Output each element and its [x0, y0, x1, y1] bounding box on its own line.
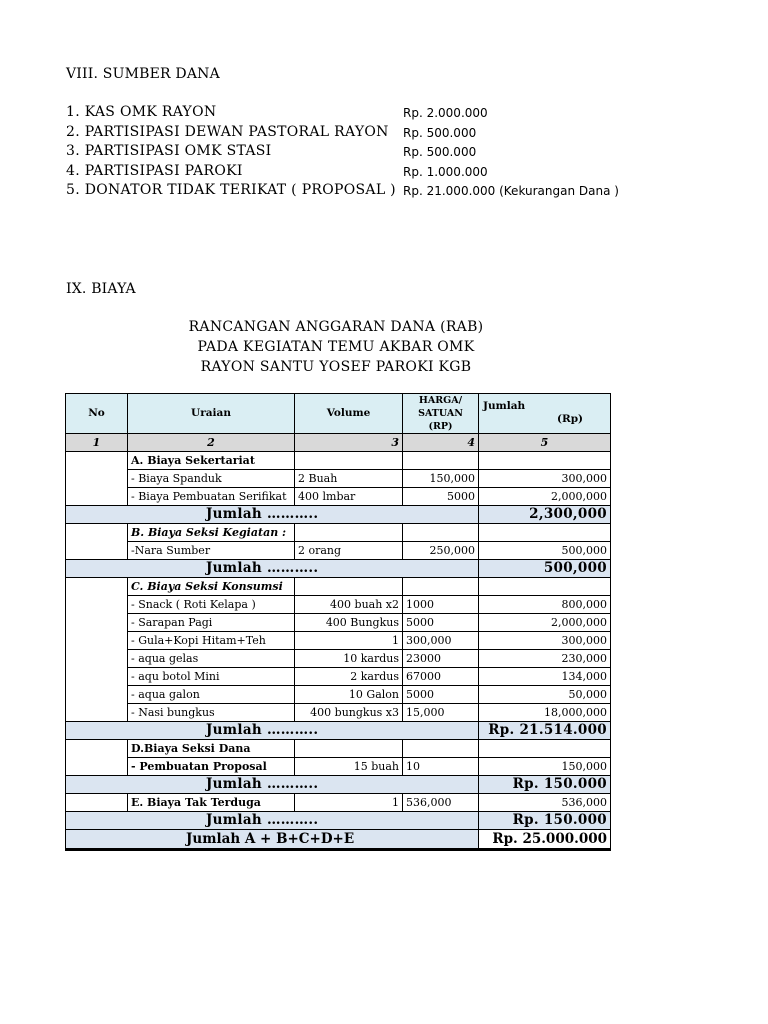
empty-cell [295, 740, 403, 758]
subtotal-label: Jumlah ……….. [66, 560, 479, 578]
harga-cell: 15,000 [403, 704, 479, 722]
funding-item-amount: Rp. 500.000 [403, 145, 477, 159]
subtotal-label: Jumlah ……….. [66, 722, 479, 740]
table-row [66, 488, 611, 506]
harga-cell: 67000 [403, 668, 479, 686]
subtotal-row [66, 776, 611, 794]
harga-cell: 5000 [403, 686, 479, 704]
section-title: B. Biaya Seksi Kegiatan : [128, 524, 295, 542]
funding-sources-list [66, 104, 686, 202]
volume-cell: 2 kardus [295, 668, 403, 686]
empty-cell [479, 452, 611, 470]
uraian-cell: - aqua galon [128, 686, 295, 704]
empty-cell [403, 740, 479, 758]
empty-cell [295, 524, 403, 542]
jumlah-cell: 134,000 [479, 668, 611, 686]
col-number: 2 [128, 434, 295, 452]
harga-cell: 5000 [403, 488, 479, 506]
jumlah-cell: 500,000 [479, 542, 611, 560]
table-row [66, 614, 611, 632]
jumlah-cell: 300,000 [479, 470, 611, 488]
harga-cell: 5000 [403, 614, 479, 632]
jumlah-cell: 150,000 [479, 758, 611, 776]
subtotal-value: Rp. 150.000 [479, 812, 611, 830]
subtotal-value: Rp. 21.514.000 [479, 722, 611, 740]
subtotal-row [66, 506, 611, 524]
uraian-cell: - Biaya Pembuatan Serifikat [128, 488, 295, 506]
table-row [66, 596, 611, 614]
col-header-jumlah [479, 394, 611, 434]
harga-cell: 1000 [403, 596, 479, 614]
col-header-no: No [66, 394, 128, 434]
funding-item-amount: Rp. 1.000.000 [403, 164, 488, 179]
grand-total-label: Jumlah A + B+C+D+E [66, 830, 479, 850]
funding-item [66, 124, 686, 144]
funding-item [66, 143, 686, 163]
section-heading-biaya: IX. BIAYA [66, 281, 136, 297]
harga-cell: 150,000 [403, 470, 479, 488]
jumlah-cell: 300,000 [479, 632, 611, 650]
uraian-cell: - Pembuatan Proposal [128, 758, 295, 776]
funding-item [66, 182, 686, 202]
section-title: A. Biaya Sekertariat [128, 452, 295, 470]
col-number: 1 [66, 434, 128, 452]
table-row [66, 704, 611, 722]
uraian-cell: - aqu botol Mini [128, 668, 295, 686]
subtotal-label: Jumlah ……….. [66, 812, 479, 830]
harga-cell: 536,000 [403, 794, 479, 812]
rab-title [186, 317, 486, 377]
subtotal-row [66, 722, 611, 740]
col-header-uraian: Uraian [128, 394, 295, 434]
no-cell [66, 524, 128, 560]
funding-item-label: 1. KAS OMK RAYON [66, 104, 217, 120]
funding-item-label: 4. PARTISIPASI PAROKI [66, 162, 243, 179]
empty-cell [403, 524, 479, 542]
rab-title-line: RAYON SANTU YOSEF PAROKI KGB [200, 359, 472, 375]
empty-cell [479, 578, 611, 596]
empty-cell [295, 452, 403, 470]
table-row [66, 668, 611, 686]
jumlah-cell: 800,000 [479, 596, 611, 614]
volume-cell: 400 bungkus x3 [295, 704, 403, 722]
volume-cell: 10 Galon [295, 686, 403, 704]
funding-item-amount: Rp. 2.000.000 [403, 106, 488, 120]
uraian-cell: - Sarapan Pagi [128, 614, 295, 632]
jumlah-cell: 230,000 [479, 650, 611, 668]
budget-table [65, 393, 611, 851]
funding-item-label: 2. PARTISIPASI DEWAN PASTORAL RAYON [66, 123, 389, 140]
volume-cell: 2 Buah [295, 470, 403, 488]
uraian-cell: -Nara Sumber [128, 542, 295, 560]
harga-cell: 23000 [403, 650, 479, 668]
funding-item-amount: Rp. 21.000.000 (Kekurangan Dana ) [403, 184, 619, 198]
no-cell [66, 452, 128, 506]
table-row [66, 542, 611, 560]
harga-cell: 10 [403, 758, 479, 776]
table-row [66, 632, 611, 650]
uraian-cell: - aqua gelas [128, 650, 295, 668]
uraian-cell: - Biaya Spanduk [128, 470, 295, 488]
volume-cell: 400 buah x2 [295, 596, 403, 614]
col-header-jumlah-unit: (Rp) [557, 413, 584, 425]
col-header-harga: HARGA/ SATUAN (RP) [403, 394, 479, 434]
volume-cell: 400 Bungkus [295, 614, 403, 632]
empty-cell [479, 524, 611, 542]
table-row [66, 524, 611, 542]
col-number: 4 [403, 434, 479, 452]
funding-item [66, 104, 686, 124]
no-cell [66, 578, 128, 722]
table-row [66, 686, 611, 704]
subtotal-row [66, 560, 611, 578]
no-cell [66, 740, 128, 776]
funding-item-label: 3. PARTISIPASI OMK STASI [66, 143, 272, 159]
section-title: D.Biaya Seksi Dana [128, 740, 295, 758]
subtotal-label: Jumlah ……….. [66, 506, 479, 524]
table-row [66, 452, 611, 470]
col-header-jumlah-label: Jumlah [483, 400, 526, 412]
table-row [66, 794, 611, 812]
volume-cell: 10 kardus [295, 650, 403, 668]
table-row [66, 650, 611, 668]
uraian-cell: - Gula+Kopi Hitam+Teh [128, 632, 295, 650]
section-heading-sumber-dana: VIII. SUMBER DANA [66, 66, 220, 82]
volume-cell: 400 lmbar [295, 488, 403, 506]
rab-title-line: PADA KEGIATAN TEMU AKBAR OMK [197, 339, 475, 355]
table-header-row [66, 394, 611, 434]
no-cell [66, 794, 128, 812]
table-row [66, 578, 611, 596]
volume-cell: 2 orang [295, 542, 403, 560]
subtotal-value: Rp. 150.000 [479, 776, 611, 794]
table-row [66, 758, 611, 776]
funding-item [66, 163, 686, 183]
funding-item-amount: Rp. 500.000 [403, 125, 477, 140]
section-title: C. Biaya Seksi Konsumsi [128, 578, 295, 596]
jumlah-cell: 50,000 [479, 686, 611, 704]
volume-cell: 1 [295, 794, 403, 812]
subtotal-value: 500,000 [479, 560, 611, 578]
volume-cell: 1 [295, 632, 403, 650]
volume-cell: 15 buah [295, 758, 403, 776]
grand-total-row [66, 830, 611, 850]
subtotal-label: Jumlah ……….. [66, 776, 479, 794]
subtotal-row [66, 812, 611, 830]
harga-cell: 300,000 [403, 632, 479, 650]
jumlah-cell: 2,000,000 [479, 488, 611, 506]
empty-cell [479, 740, 611, 758]
section-title: E. Biaya Tak Terduga [128, 794, 295, 812]
empty-cell [295, 578, 403, 596]
table-row [66, 740, 611, 758]
funding-item-label: 5. DONATOR TIDAK TERIKAT ( PROPOSAL ) [66, 182, 396, 198]
rab-title-line: RANCANGAN ANGGARAN DANA (RAB) [188, 319, 484, 335]
harga-cell: 250,000 [403, 542, 479, 560]
empty-cell [403, 452, 479, 470]
column-number-row [66, 434, 611, 452]
uraian-cell: - Nasi bungkus [128, 704, 295, 722]
col-header-volume: Volume [295, 394, 403, 434]
jumlah-cell: 536,000 [479, 794, 611, 812]
col-number: 3 [295, 434, 403, 452]
subtotal-value: 2,300,000 [479, 506, 611, 524]
uraian-cell: - Snack ( Roti Kelapa ) [128, 596, 295, 614]
jumlah-cell: 2,000,000 [479, 614, 611, 632]
table-row [66, 470, 611, 488]
empty-cell [403, 578, 479, 596]
jumlah-cell: 18,000,000 [479, 704, 611, 722]
grand-total-value: Rp. 25.000.000 [479, 830, 611, 850]
col-number: 5 [479, 434, 611, 452]
